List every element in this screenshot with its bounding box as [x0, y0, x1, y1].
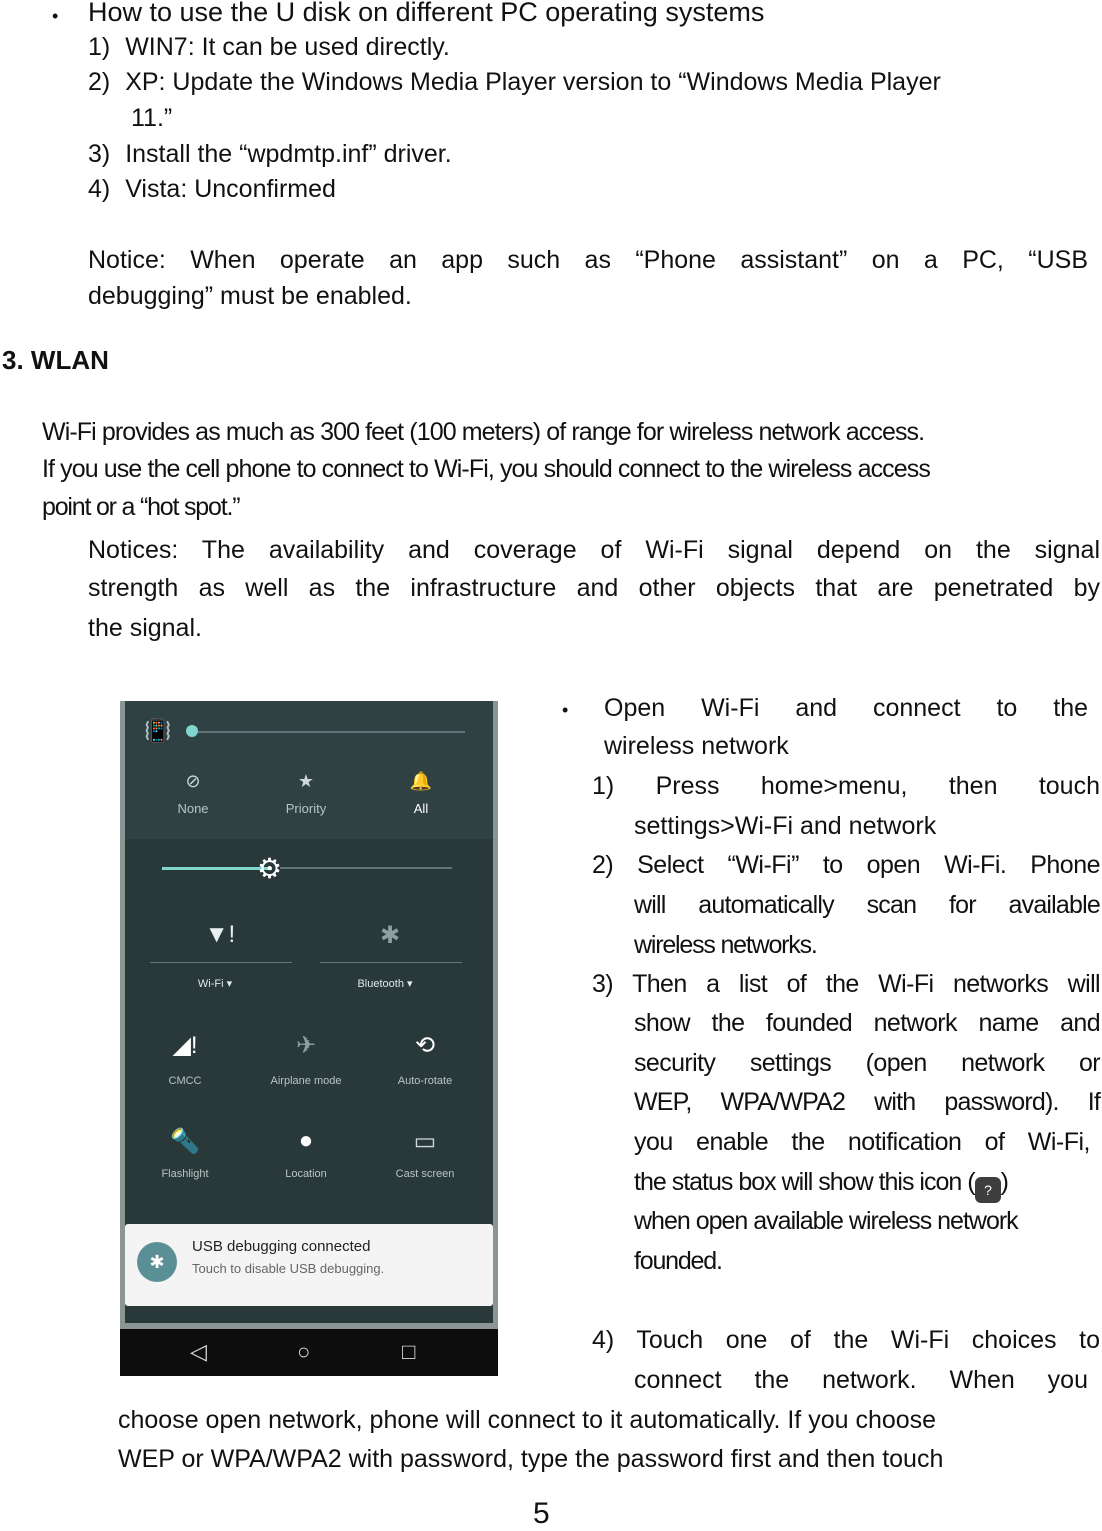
tile-airplane-mode: Airplane mode: [270, 1075, 342, 1087]
notification-title: USB debugging connected: [192, 1238, 371, 1255]
mode-priority: Priority: [285, 801, 327, 816]
list-text-continued: 11.”: [131, 104, 173, 132]
tile-flashlight: Flashlight: [161, 1168, 209, 1180]
list-num: 4): [88, 175, 111, 203]
divider: [320, 962, 462, 963]
brightness-fill: [162, 867, 272, 870]
notice-line-1: Notice: When operate an app such as “Phone assistant” on a PC, “USB: [88, 246, 1088, 274]
wifi-status-icon: ?: [975, 1177, 1001, 1203]
step-4-line-4: WEP or WPA/WPA2 with password, type the password first and then touch: [118, 1445, 944, 1473]
list-num: 3): [88, 140, 111, 168]
step-3-line-7: when open available wireless network: [634, 1207, 1018, 1235]
open-line-1: Open Wi-Fi and connect to the: [604, 694, 1088, 722]
list-bullet: •: [52, 6, 59, 26]
step-3-line-8: founded.: [634, 1247, 722, 1275]
phone-screenshot: [120, 701, 498, 1376]
tile-cmcc: CMCC: [168, 1075, 202, 1087]
tile-wifi: Wi-Fi ▾: [197, 978, 233, 990]
wifi-icon: ▼!: [204, 921, 236, 948]
list-text: XP: Update the Windows Media Player version to “Windows Media Player: [125, 68, 941, 96]
step-3-line-6: the status box will show this icon ( ? ): [634, 1164, 1008, 1203]
mode-all: All: [413, 801, 429, 816]
list-item-3: [88, 136, 452, 172]
volume-panel: [125, 701, 493, 839]
step-2-line-1: 2) Select “Wi-Fi” to open Wi-Fi. Phone: [592, 851, 1100, 879]
all-icon: 🔔: [409, 771, 433, 791]
page-number: 5: [533, 1497, 550, 1530]
intro-line-2: If you use the cell phone to connect to Wi-Fi, you should connect to the wireless access: [42, 455, 930, 483]
list-bullet: •: [562, 700, 569, 720]
list-item-2: [88, 64, 941, 100]
notices-line-2: strength as well as the infrastructure and other objects that are penetrated by: [88, 574, 1100, 602]
step-4-line-2: connect the network. When you: [634, 1366, 1088, 1394]
home-icon: ○: [297, 1339, 311, 1364]
signal-icon: ◢!: [172, 1032, 198, 1059]
list-num: 1): [88, 33, 111, 61]
step-2-line-2: will automatically scan for available: [634, 891, 1100, 919]
recents-icon: □: [402, 1339, 416, 1364]
tile-cast-screen: Cast screen: [395, 1168, 455, 1180]
vibrate-icon: 📳: [144, 718, 172, 743]
step-3-line-5: you enable the notification of Wi-Fi,: [634, 1128, 1090, 1156]
brightness-icon: ⚙: [257, 853, 283, 884]
step-4-line-1: 4) Touch one of the Wi-Fi choices to: [592, 1326, 1100, 1354]
android-icon: ✱: [137, 1242, 177, 1282]
step-3-line-3: security settings (open network or: [634, 1049, 1100, 1077]
step-4-line-3: choose open network, phone will connect to it automatically. If you choose: [118, 1406, 937, 1434]
list-text: Install the “wpdmtp.inf” driver.: [125, 140, 452, 168]
volume-slider-thumb: [186, 725, 198, 737]
list-text: Vista: Unconfirmed: [125, 175, 336, 203]
intro-line-3: point or a “hot spot.”: [42, 493, 240, 521]
navigation-bar: [120, 1329, 498, 1376]
step-3-line-1: 3) Then a list of the Wi-Fi networks will: [592, 970, 1100, 998]
step-2-line-3: wireless networks.: [634, 931, 817, 959]
step-3-line-4: WEP, WPA/WPA2 with password). If: [634, 1088, 1100, 1116]
location-icon: ●: [298, 1127, 314, 1154]
cast-icon: ▭: [413, 1128, 437, 1155]
bluetooth-icon: ✱: [379, 922, 401, 949]
flashlight-icon: 🔦: [170, 1128, 200, 1155]
brightness-track: [280, 867, 452, 869]
list-num: 2): [88, 68, 111, 96]
notices-line-3: the signal.: [88, 614, 202, 642]
tile-auto-rotate: Auto-rotate: [397, 1075, 453, 1087]
step-1-line-1: 1) Press home>menu, then touch: [592, 772, 1100, 800]
intro-line-1: Wi-Fi provides as much as 300 feet (100 meters) of range for wireless network access.: [42, 418, 925, 446]
notification-subtitle: Touch to disable USB debugging.: [192, 1261, 385, 1276]
none-icon: ⊘: [185, 771, 201, 791]
list-item-1: [88, 29, 450, 65]
airplane-icon: ✈: [295, 1032, 317, 1059]
open-line-2: wireless network: [604, 732, 789, 760]
list-text: WIN7: It can be used directly.: [125, 33, 450, 61]
usb-notification: [125, 1224, 493, 1306]
divider: [150, 962, 292, 963]
priority-icon: ★: [297, 771, 315, 791]
section-title: 3. WLAN: [2, 345, 109, 375]
rotate-icon: ⟲: [414, 1032, 436, 1059]
list-item-4: [88, 171, 336, 207]
step-1-line-2: settings>Wi-Fi and network: [634, 812, 937, 840]
back-icon: ◁: [190, 1339, 207, 1364]
tile-bluetooth: Bluetooth ▾: [357, 978, 413, 990]
notice-line-2: debugging” must be enabled.: [88, 282, 412, 310]
tile-location: Location: [285, 1168, 327, 1180]
volume-slider-track: [192, 731, 465, 733]
notices-line-1: Notices: The availability and coverage of Wi-Fi signal depend on the signal: [88, 536, 1100, 564]
usb-heading: How to use the U disk on different PC operating systems: [88, 0, 765, 27]
step-3-line-2: show the founded network name and: [634, 1009, 1100, 1037]
mode-none: None: [177, 801, 209, 816]
